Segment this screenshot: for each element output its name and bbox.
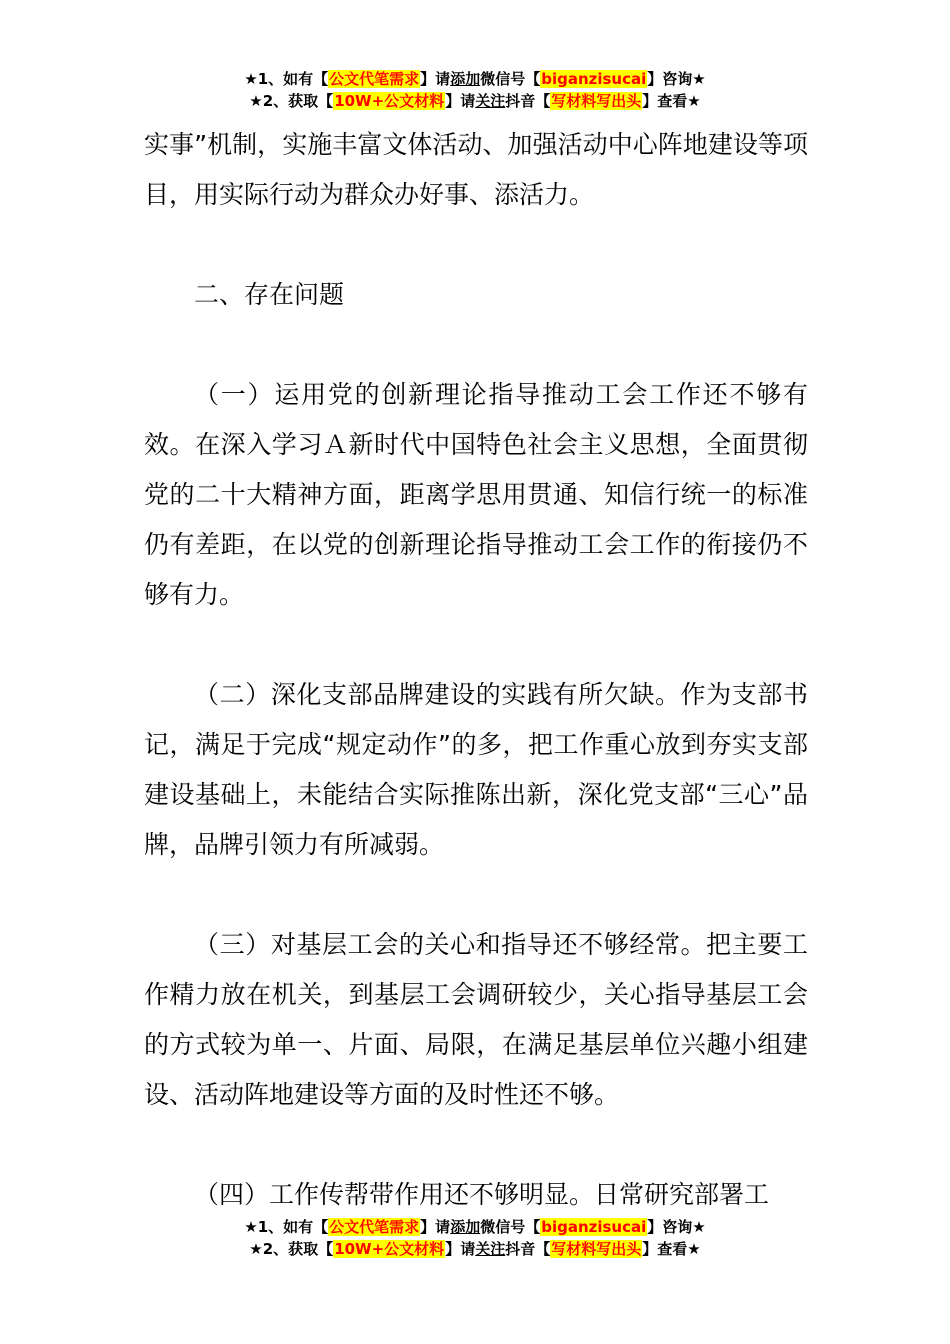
banner-text: 微信号【: [480, 1218, 541, 1236]
banner-text: 】咨询★: [647, 1218, 706, 1236]
section-heading: 二、存在问题: [194, 280, 345, 309]
underlined-text: 添加: [450, 70, 481, 88]
paragraph-3: （三）对基层工会的关心和指导还不够经常。把主要工作精力放在机关，到基层工会调研较少，关心指导基层工会的方式较为单一、片面、局限，在满足基层单位兴趣小组建设、活动阵地建设等方面的及时性还不够。: [144, 930, 808, 1109]
banner-text: 抖音【: [505, 1240, 551, 1258]
paragraph-4: （四）工作传帮带作用还不够明显。日常研究部署工: [194, 1180, 770, 1209]
paragraph-2: （二）深化支部品牌建设的实践有所欠缺。作为支部书记，满足于完成“规定动作”的多，把工作重心放到夯实支部建设基础上，未能结合实际推陈出新，深化党支部“三心”品牌，品牌引领力有所减弱。: [144, 680, 808, 859]
banner-text: 】请: [445, 92, 476, 110]
banner-line-1: [0, 68, 950, 90]
banner-text: 】查看★: [642, 92, 701, 110]
banner-text: 】咨询★: [647, 70, 706, 88]
paragraph-gap: [144, 220, 808, 270]
highlight-text: 10W+公文材料: [334, 92, 445, 110]
header-banner: [0, 68, 950, 112]
banner-line-2: [0, 90, 950, 112]
highlight-text: biganzisucai: [541, 70, 647, 88]
highlight-text: 写材料写出头: [551, 92, 642, 110]
highlight-text: biganzisucai: [541, 1218, 647, 1236]
banner-text: ★2、获取【: [249, 92, 334, 110]
banner-line-2: [0, 1238, 950, 1260]
paragraph-gap: [144, 1120, 808, 1170]
highlight-text: 公文代笔需求: [329, 70, 420, 88]
banner-text: 】请: [420, 1218, 451, 1236]
footer-banner: [0, 1216, 950, 1260]
paragraph-1: （一）运用党的创新理论指导推动工会工作还不够有效。在深入学习Ａ新时代中国特色社会主义思想，全面贯彻党的二十大精神方面，距离学思用贯通、知信行统一的标准仍有差距，在以党的创新理论指导推动工会工作的衔接仍不够有力。: [144, 380, 808, 609]
banner-line-1: [0, 1216, 950, 1238]
paragraph-gap: [144, 320, 808, 370]
paragraph-continuation: 实事”机制，实施丰富文体活动、加强活动中心阵地建设等项目，用实际行动为群众办好事、添活力。: [144, 130, 808, 209]
banner-text: ★1、如有【: [244, 1218, 329, 1236]
banner-text: 微信号【: [480, 70, 541, 88]
banner-text: 】请: [420, 70, 451, 88]
banner-text: ★1、如有【: [244, 70, 329, 88]
underlined-text: 关注: [475, 1240, 506, 1258]
highlight-text: 公文代笔需求: [329, 1218, 420, 1236]
banner-text: 】请: [445, 1240, 476, 1258]
underlined-text: 关注: [475, 92, 506, 110]
paragraph-gap: [144, 870, 808, 920]
highlight-text: 写材料写出头: [551, 1240, 642, 1258]
underlined-text: 添加: [450, 1218, 481, 1236]
document-body: [144, 120, 808, 1220]
banner-text: ★2、获取【: [249, 1240, 334, 1258]
paragraph-gap: [144, 620, 808, 670]
highlight-text: 10W+公文材料: [334, 1240, 445, 1258]
banner-text: 抖音【: [505, 92, 551, 110]
banner-text: 】查看★: [642, 1240, 701, 1258]
